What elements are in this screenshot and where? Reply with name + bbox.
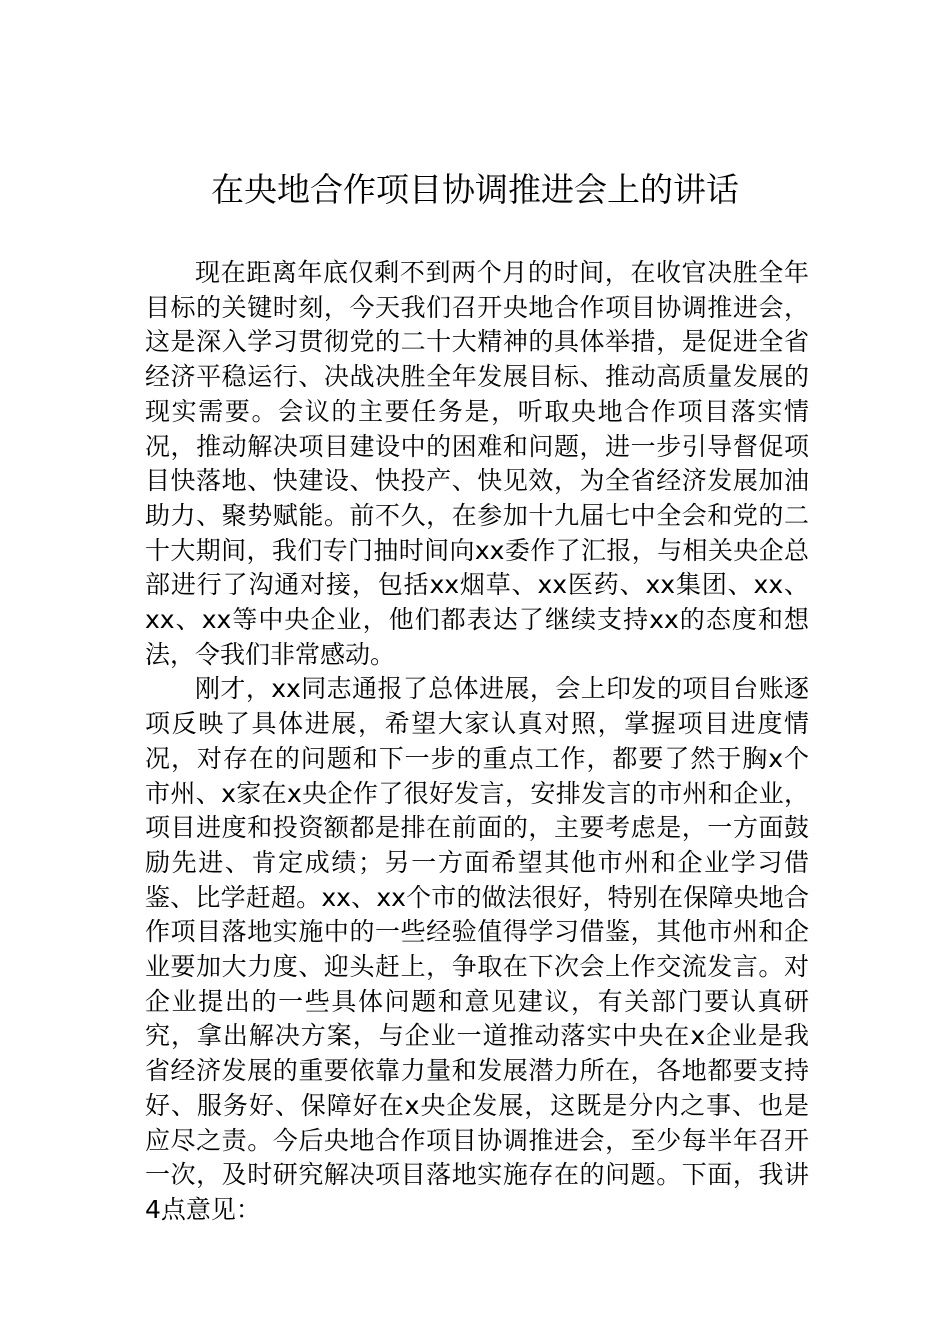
paragraph-2: 刚才，xx同志通报了总体进展，会上印发的项目台账逐项反映了具体进展，希望大家认真对照，掌握项目进度情况，对存在的问题和下一步的重点工作，都要了然于胸x个市州、x家在x央企作了很好发言，安排发言的市州和企业，项目进度和投资额都是排在前面的，主要考虑是，一方面鼓励先进、肯定成绩；另一方面希望其他市州和企业学习借鉴、比学赶超。xx、xx个市的做法很好，特别在保障央地合作项目落地实施中的一些经验值得学习借鉴，其他市州和企业要加大力度、迎头赶上，争取在下次会上作交流发言。对企业提出的一些具体问题和意见建议，有关部门要认真研究，拿出解决方案，与企业一道推动落实中央在x企业是我省经济发展的重要依靠力量和发展潜力所在，各地都要支持好、服务好、保障好在x央企发展，这既是分内之事、也是应尽之责。今后央地合作项目协调推进会，至少每半年召开一次，及时研究解决项目落地实施存在的问题。下面，我讲4点意见：: [145, 674, 809, 1224]
paragraph-1: 现在距离年底仅剩不到两个月的时间，在收官决胜全年目标的关键时刻，今天我们召开央地合作项目协调推进会，这是深入学习贯彻党的二十大精神的具体举措，是促进全省经济平稳运行、决战决胜全年发展目标、推动高质量发展的现实需要。会议的主要任务是，听取央地合作项目落实情况，推动解决项目建设中的困难和问题，进一步引导督促项目快落地、快建设、快投产、快见效，为全省经济发展加油助力、聚势赋能。前不久，在参加十九届七中全会和党的二十大期间，我们专门抽时间向xx委作了汇报，与相关央企总部进行了沟通对接，包括xx烟草、xx医药、xx集团、xx、xx、xx等中央企业，他们都表达了继续支持xx的态度和想法，令我们非常感动。: [145, 258, 809, 669]
document-title: 在央地合作项目协调推进会上的讲话: [211, 170, 739, 209]
document-body: [145, 256, 809, 1228]
